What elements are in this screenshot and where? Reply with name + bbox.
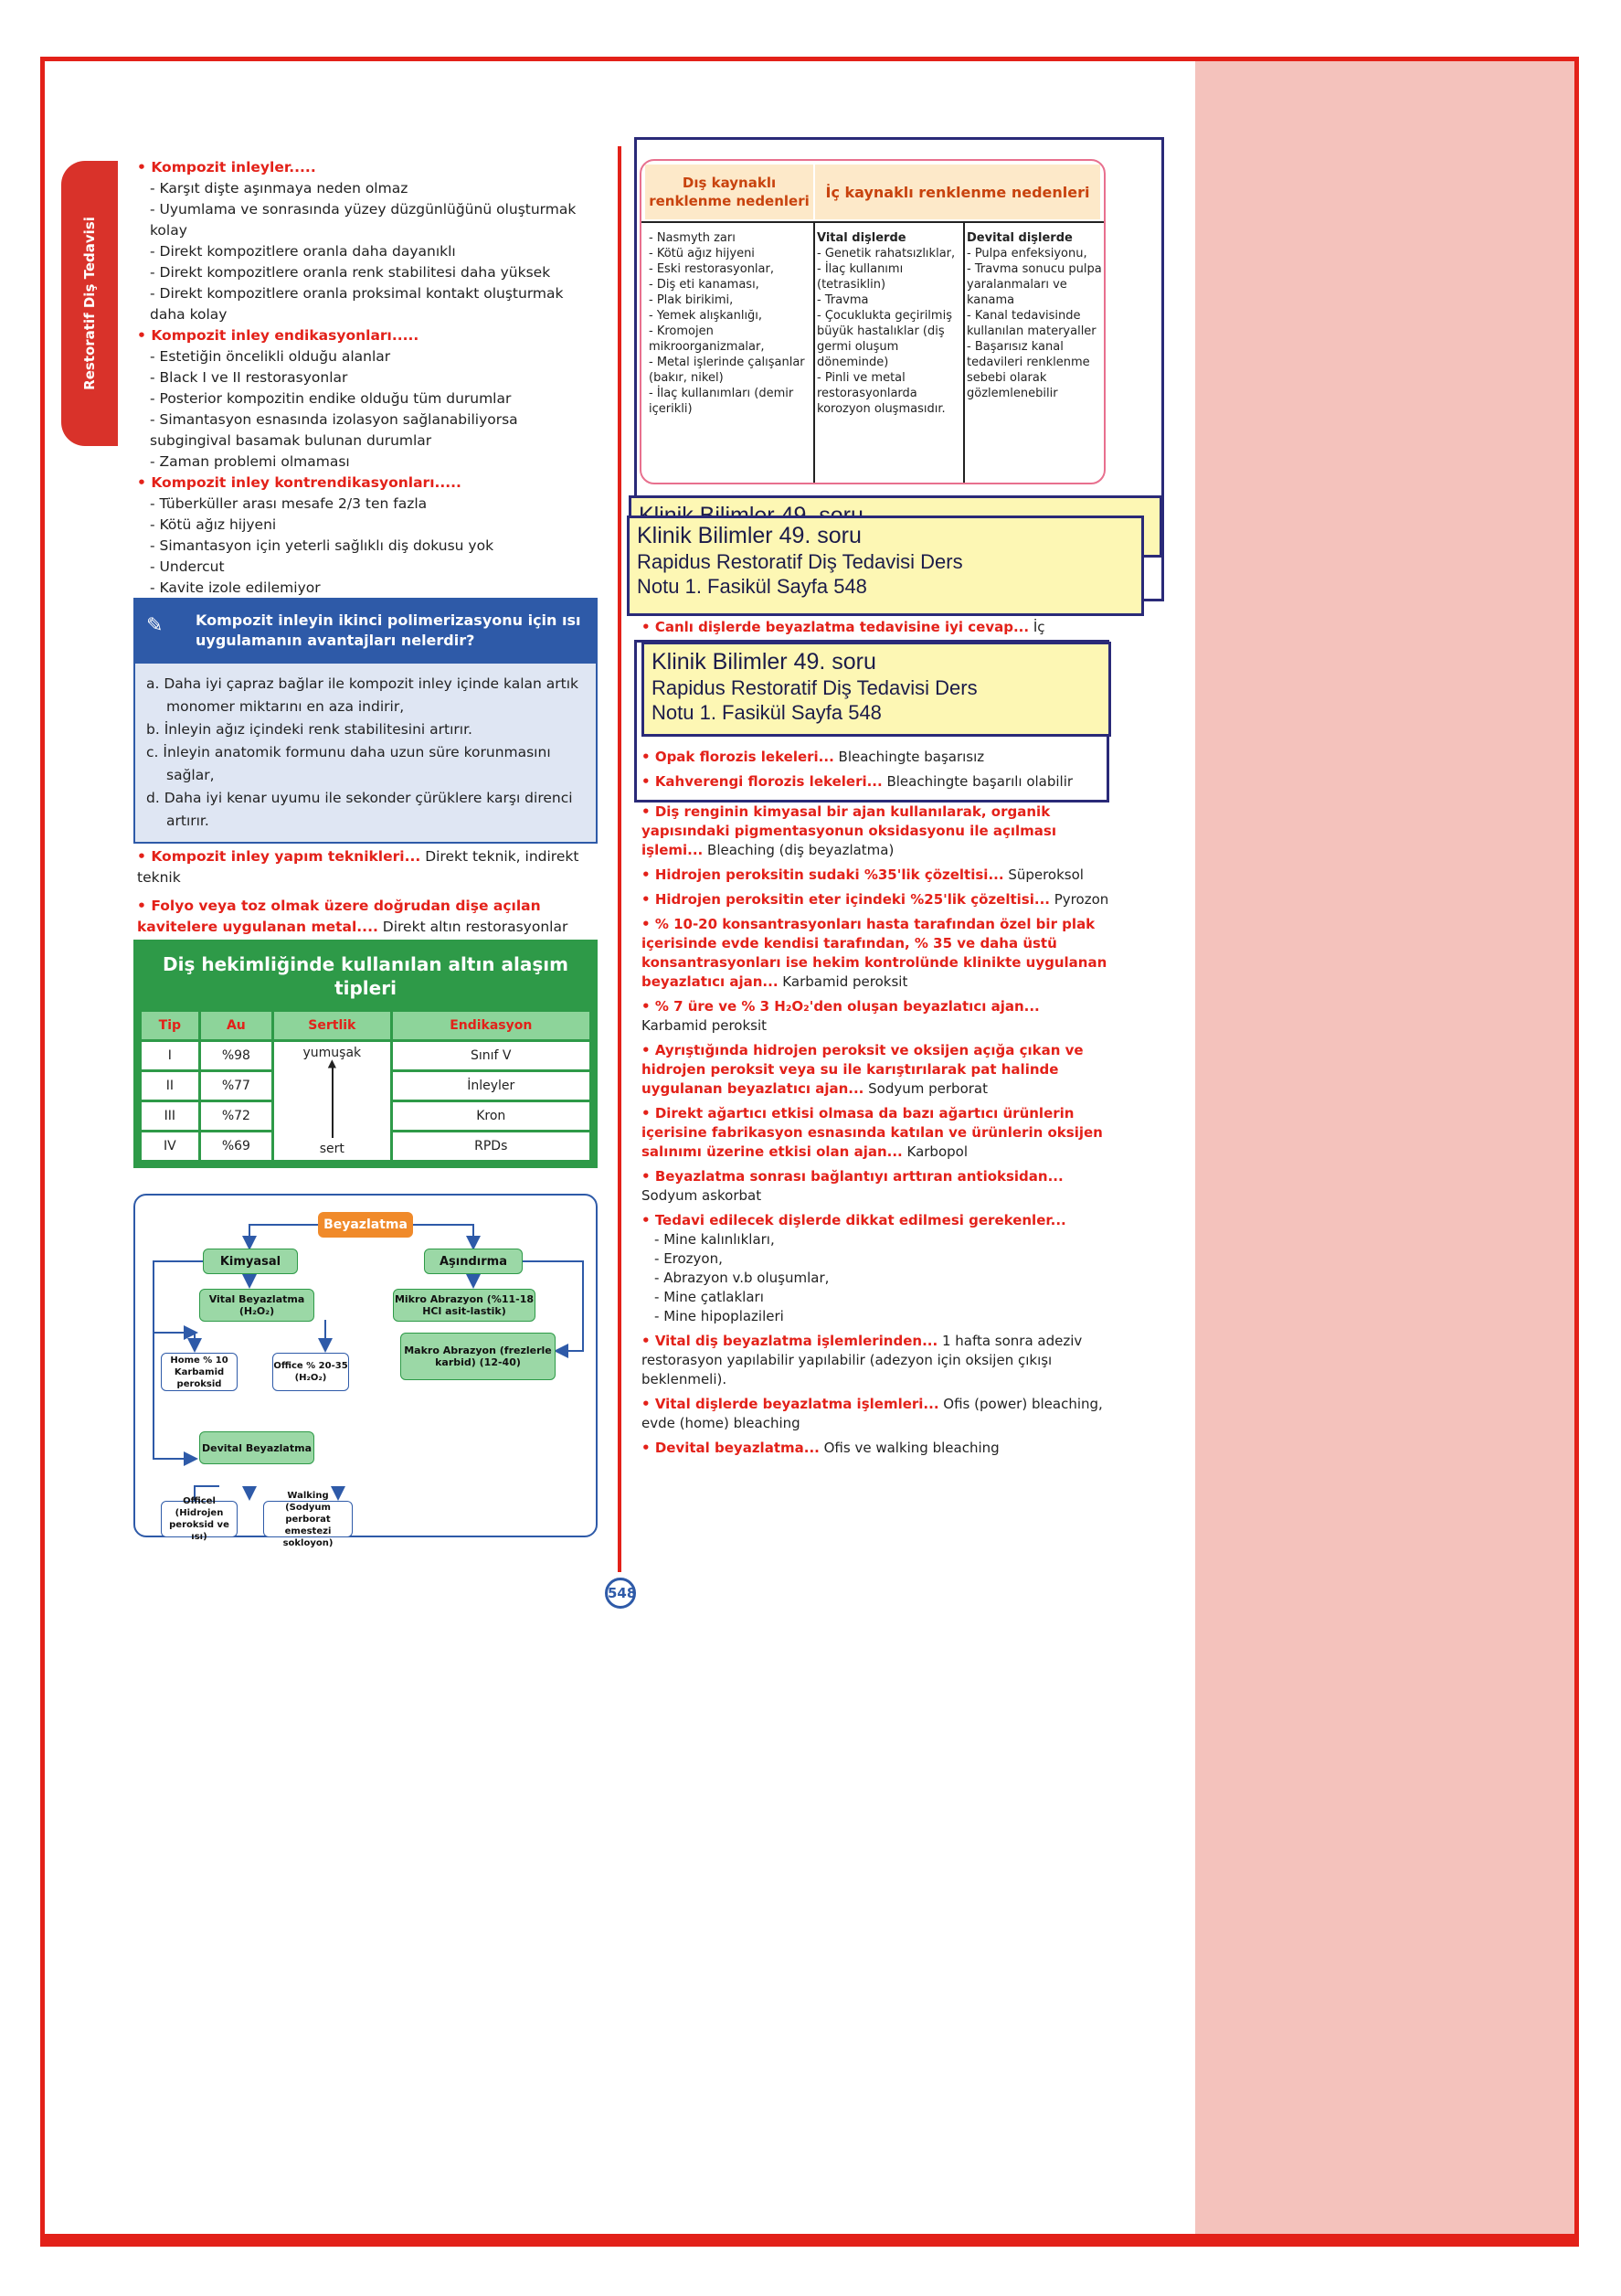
list-item: - Travma sonucu pulpa yaralanmaları ve kanama [967, 262, 1102, 307]
cell: Sınıf V [393, 1042, 589, 1069]
abrasion-node: Aşındırma [424, 1249, 523, 1274]
chemical-node: Kimyasal [203, 1249, 298, 1274]
table-row [142, 1042, 589, 1069]
list-item: - Estetiğin öncelikli olduğu alanlar [137, 346, 599, 367]
chapter-tab [61, 161, 118, 446]
paragraph-heading: • Folyo veya toz olmak üzere doğrudan dişe açılan kavitelere uygulanan metal.... [137, 898, 541, 935]
question-title: Kompozit inleyin ikinci polimerizasyonu için ısı uygulamanın avantajları nelerdir? [196, 611, 581, 649]
section-heading: • Kompozit inleyler..... [137, 157, 599, 178]
list-item: - Pulpa enfeksiyonu, [967, 247, 1087, 260]
paragraph-text: Karbamid peroksit [778, 973, 908, 990]
paragraph-heading: • Devital beyazlatma... [641, 1440, 820, 1456]
answer-item: a. Daha iyi çapraz bağlar ile kompozit inley içinde kalan artık monomer miktarını en aza indirir, [146, 675, 578, 715]
paragraph-heading: • Hidrojen peroksitin eter içindeki %25'lik çözeltisi... [641, 891, 1050, 908]
annotation-line: Rapidus Restoratif Diş Tedavisi Ders [652, 676, 978, 699]
paragraph-text: Ofis ve walking bleaching [819, 1440, 1000, 1456]
list-item: - Mine kalınlıkları, [641, 1230, 1109, 1249]
paragraph-text: Ofis (power) bleaching, evde (home) bleaching [641, 1396, 1103, 1431]
paragraph-heading: • Vital diş beyazlatma işlemlerinden... [641, 1333, 938, 1349]
question-box [133, 598, 598, 844]
left-text-2 [137, 846, 599, 938]
cell: II [142, 1072, 198, 1100]
side-panel [1195, 61, 1574, 2234]
list-item: - Diş eti kanaması, [649, 278, 759, 292]
paragraph-heading: • Ayrıştığında hidrojen peroksit ve oksijen açığa çıkan ve hidrojen peroksit veya su ile karıştırılarak pat halinde uygulanan beyazlatıcı ajan... [641, 1042, 1084, 1097]
hard-label: sert [319, 1142, 344, 1156]
office-node: Office % 20-35 (H₂O₂) [272, 1353, 349, 1391]
paragraph-text: Bleachingte başarılı olabilir [882, 773, 1074, 790]
canli-line [641, 618, 1109, 637]
list-item: - Black I ve II restorasyonlar [137, 367, 599, 388]
extrinsic-title: Dış kaynaklı renklenme nedenleri [645, 165, 813, 219]
list-item: - Pinli ve metal restorasyonlarda korozyon oluşmasıdır. [817, 371, 946, 416]
column-header: Au [201, 1012, 271, 1039]
walking-node: Walking (Sodyum perborat emestezi sokloyon) [263, 1501, 353, 1537]
bottom-bar [40, 2234, 1579, 2247]
root-node: Beyazlatma [318, 1212, 413, 1238]
paragraph-heading: • Kompozit inley yapım teknikleri... [137, 848, 420, 865]
list-item: - Nasmyth zarı [649, 231, 736, 245]
list-item: - Yemek alışkanlığı, [649, 309, 763, 323]
answer-item: d. Daha iyi kenar uyumu ile sekonder çürüklere karşı direnci artırır. [146, 790, 573, 829]
paragraph-heading: • Hidrojen peroksitin sudaki %35'lik çözeltisi... [641, 866, 1004, 883]
arrow-up-icon: ▲ [327, 1057, 336, 1069]
list-item: - Eski restorasyonlar, [649, 262, 774, 276]
cell: %77 [201, 1072, 271, 1100]
paragraph-heading: • Canlı dişlerde beyazlatma tedavisine iyi cevap... [641, 619, 1029, 635]
list-item: - Genetik rahatsızlıklar, [817, 247, 956, 260]
list-item: - Direkt kompozitlere oranla daha dayanıklı [137, 241, 599, 262]
home-node: Home % 10 Karbamid peroksid [161, 1353, 238, 1391]
micro-abrasion-node: Mikro Abrazyon (%11-18 HCl asit-lastik) [393, 1289, 535, 1322]
annotation-line: Notu 1. Fasikül Sayfa 548 [652, 701, 882, 724]
list-item: - İlaç kullanımı (tetrasiklin) [817, 262, 904, 292]
list-item: - Posterior kompozitin endike olduğu tüm durumlar [137, 388, 599, 409]
list-item: - Kötü ağız hijyeni [649, 247, 755, 260]
list-item: - Mine hipoplazileri [641, 1307, 1109, 1326]
list-item: - Karşıt dişte aşınmaya neden olmaz [137, 178, 599, 199]
annotation-line: Notu 1. Fasikül Sayfa 548 [637, 575, 867, 598]
cell: III [142, 1102, 198, 1130]
cell: İnleyler [393, 1072, 589, 1100]
list-item: - Çocuklukta geçirilmiş büyük hastalıklar (diş germi oluşum döneminde) [817, 309, 952, 369]
list-item: - Başarısız kanal tedavileri renklenme sebebi olarak gözlemlenebilir [967, 340, 1090, 400]
list-item: - Tüberküller arası mesafe 2/3 ten fazla [137, 494, 599, 515]
page-number: 548 [605, 1578, 636, 1609]
list-item: - Mine çatlakları [641, 1288, 1109, 1307]
list-item: - Direkt kompozitlere oranla renk stabilitesi daha yüksek [137, 262, 599, 283]
paragraph-heading: • Opak florozis lekeleri... [641, 749, 834, 765]
answer-item: b. İnleyin ağız içindeki renk stabilitesini artırır. [146, 721, 472, 738]
list-item: - Simantasyon için yeterli sağlıklı diş dokusu yok [137, 536, 599, 557]
paragraph-heading: • Vital dişlerde beyazlatma işlemleri... [641, 1396, 939, 1412]
column-header: Sertlik [274, 1012, 389, 1039]
devital-node: Devital Beyazlatma [199, 1431, 314, 1464]
chapter-tab-label: Restoratif Diş Tedavisi [81, 217, 98, 390]
pencil-icon: ✎ [146, 614, 164, 637]
cell: IV [142, 1132, 198, 1160]
paragraph-heading: • % 10-20 konsantrasyonları hasta tarafından özel bir plak içerisinde evde kendisi tarafından, % 35 ve daha üstü konsantrasyonları ise hekim kontrolünde klinikte uygulanan beyazlatıcı ajan... [641, 916, 1107, 990]
column-header: Tip [142, 1012, 198, 1039]
list-item: - Metal işlerinde çalışanlar (bakır, nikel) [649, 356, 805, 385]
annotation-line: Rapidus Restoratif Diş Tedavisi Ders [637, 550, 963, 573]
intrinsic-title: İç kaynaklı renklenme nedenleri [815, 165, 1100, 219]
hardness-cell [274, 1042, 389, 1160]
cell: %98 [201, 1042, 271, 1069]
right-text [641, 803, 1109, 1463]
cell: I [142, 1042, 198, 1069]
paragraph-heading: • Tedavi edilecek dişlerde dikkat edilmesi gerekenler... [641, 1211, 1109, 1230]
paragraph-heading: • Diş renginin kimyasal bir ajan kullanılarak, organik yapısındaki pigmentasyonun oksidasyonu ile açılması işlemi... [641, 803, 1056, 858]
devital-title: Devital dişlerde [967, 231, 1073, 245]
table-title: Diş hekimliğinde kullanılan altın alaşım tipleri [163, 953, 568, 999]
macro-abrasion-node: Makro Abrazyon (frezlerle karbid) (12-40) [400, 1333, 556, 1380]
paragraph-text: Pyrozon [1049, 891, 1109, 908]
cell: RPDs [393, 1132, 589, 1160]
paragraph-heading: • Kahverengi florozis lekeleri... [641, 773, 883, 790]
answer-item: c. İnleyin anatomik formunu daha uzun süre korunmasını sağlar, [146, 744, 551, 783]
cell: %69 [201, 1132, 271, 1160]
list-item: - Kromojen mikroorganizmalar, [649, 324, 765, 354]
list-item: - Travma [817, 293, 869, 307]
paragraph-text: Direkt altın restorasyonlar [377, 919, 568, 935]
gold-alloy-table [133, 940, 598, 1168]
list-item: - Undercut [137, 557, 599, 578]
paragraph-text: Karbopol [902, 1143, 968, 1160]
question-answers [135, 664, 596, 842]
paragraph-text: 1 hafta sonra adeziv restorasyon yapılabilir yapılabilir (adezyon için oksijen çıkışı beklenmeli). [641, 1333, 1083, 1387]
cell: Kron [393, 1102, 589, 1130]
list-item: - Plak birikimi, [649, 293, 734, 307]
paragraph-text: Sodyum askorbat [641, 1187, 762, 1204]
officel-node: Officel (Hidrojen peroksid ve ısı) [161, 1501, 238, 1537]
vital-node: Vital Beyazlatma (H₂O₂) [199, 1289, 314, 1322]
question-header [135, 600, 596, 664]
paragraph-heading: • Beyazlatma sonrası bağlantıyı arttıran antioksidan... [641, 1168, 1064, 1185]
soft-label: yumuşak [302, 1046, 362, 1060]
list-item: - Uyumlama ve sonrasında yüzey düzgünlüğünü oluşturmak kolay [137, 199, 599, 241]
paragraph-text: Direkt teknik, indirekt teknik [137, 848, 579, 886]
column-divider [618, 146, 621, 1572]
section-heading: • Kompozit inley kontrendikasyonları..... [137, 473, 599, 494]
paragraph-text: Sodyum perborat [863, 1080, 988, 1097]
paragraph-heading: • % 7 üre ve % 3 H₂O₂'den oluşan beyazlatıcı ajan... [641, 998, 1040, 1015]
paragraph-text: Bleaching (diş beyazlatma) [703, 842, 895, 858]
annotation-label [641, 642, 1111, 737]
paragraph-text: İç [1029, 619, 1045, 635]
vital-title: Vital dişlerde [817, 231, 906, 245]
annotation-label [627, 516, 1144, 616]
paragraph-heading: • Direkt ağartıcı etkisi olmasa da bazı ağartıcı ürünlerin içerisine fabrikasyon esnasında katılan ve ürünlerin oksijen salınımı üzerine etkisi olan ajan... [641, 1105, 1103, 1160]
list-item: - Erozyon, [641, 1249, 1109, 1269]
florozis-lines [641, 748, 1109, 797]
list-item: - Simantasyon esnasında izolasyon sağlanabiliyorsa subgingival basamak bulunan durumlar [137, 409, 599, 452]
left-text [137, 157, 599, 599]
paragraph-text: Bleachingte başarısız [833, 749, 985, 765]
table [139, 1009, 592, 1163]
arrow-line [332, 1064, 334, 1138]
paragraph-text: Karbamid peroksit [641, 1017, 768, 1034]
list-item: - Zaman problemi olmaması [137, 452, 599, 473]
paragraph-text: Süperoksol [1003, 866, 1084, 883]
list-item: - Kötü ağız hijyeni [137, 515, 599, 536]
list-item: - Abrazyon v.b oluşumlar, [641, 1269, 1109, 1288]
list-item: - Kavite izole edilemiyor [137, 578, 599, 599]
list-item: - Direkt kompozitlere oranla proksimal kontakt oluşturmak daha kolay [137, 283, 599, 325]
list-item: - İlaç kullanımları (demir içerikli) [649, 387, 794, 416]
section-heading: • Kompozit inley endikasyonları..... [137, 325, 599, 346]
annotation-line: Klinik Bilimler 49. soru [637, 523, 862, 548]
column-header: Endikasyon [393, 1012, 589, 1039]
bleaching-diagram [133, 1194, 598, 1548]
annotation-line: Klinik Bilimler 49. soru [652, 649, 876, 675]
cell: %72 [201, 1102, 271, 1130]
list-item: - Kanal tedavisinde kullanılan materyaller [967, 309, 1097, 338]
